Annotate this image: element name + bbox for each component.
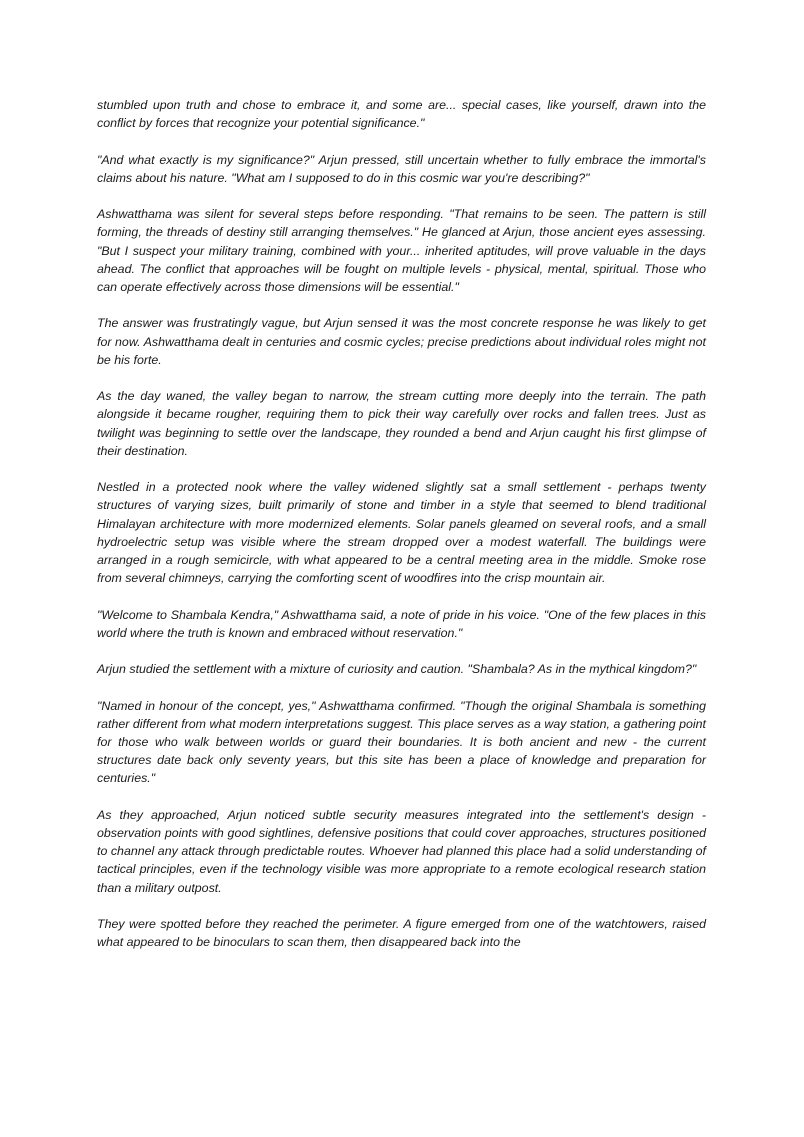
paragraph-7: "Welcome to Shambala Kendra," Ashwatthama said, a note of pride in his voice. "One of the few places in this world where the truth is known and embraced without reservation." <box>97 607 706 640</box>
paragraph-5: As the day waned, the valley began to narrow, the stream cutting more deeply into the terrain. The path alongside it became rougher, requiring them to pick their way carefully over rocks and fallen trees. Just as twilight was beginning to settle over the landscape, they rounded a bend and Arjun caught his first glimpse of their destination. <box>97 389 706 458</box>
paragraph-1: stumbled upon truth and chose to embrace it, and some are... special cases, like yourself, drawn into the conflict by forces that recognize your potential significance." <box>97 98 706 131</box>
paragraph-6: Nestled in a protected nook where the valley widened slightly sat a small settlement - perhaps twenty structures of varying sizes, built primarily of stone and timber in a style that seemed to blend traditional Himalayan architecture with more modernized elements. Solar panels gleamed on several roofs, and a small hydroelectric setup was visible where the stream dropped over a modest waterfall. The buildings were arranged in a rough semicircle, with what appeared to be a central meeting area in the middle. Smoke rose from several chimneys, carrying the comforting scent of woodfires into the crisp mountain air. <box>97 480 706 586</box>
paragraph-8: Arjun studied the settlement with a mixture of curiosity and caution. "Shambala? As in the mythical kingdom?" <box>97 662 697 677</box>
paragraph-4: The answer was frustratingly vague, but Arjun sensed it was the most concrete response he was likely to get for now. Ashwatthama dealt in centuries and cosmic cycles; precise predictions about individual roles might not be his forte. <box>97 316 706 367</box>
paragraph-11: They were spotted before they reached the perimeter. A figure emerged from one of the watchtowers, raised what appeared to be binoculars to scan them, then disappeared back into the <box>97 916 706 950</box>
paragraph-9: "Named in honour of the concept, yes," Ashwatthama confirmed. "Though the original Shambala is something rather different from what modern interpretations suggest. This place serves as a way station, a gathering point for those who walk between worlds or guard their boundaries. It is both ancient and new - the current structures date back only seventy years, but this site has been a place of knowledge and preparation for centuries." <box>97 698 706 786</box>
page-body <box>97 96 706 951</box>
paragraph-3: Ashwatthama was silent for several steps before responding. "That remains to be seen. The pattern is still forming, the threads of destiny still arranging themselves." He glanced at Arjun, those ancient eyes assessing. "But I suspect your military training, combined with your... inherited aptitudes, will prove valuable in the days ahead. The conflict that approaches will be fought on multiple levels - physical, mental, spiritual. Those who can operate effectively across those dimensions will be essential." <box>97 207 706 294</box>
paragraph-10: As they approached, Arjun noticed subtle security measures integrated into the settlement's design - observation points with good sightlines, defensive positions that could cover approaches, structures positioned to channel any attack through predictable routes. Whoever had planned this place had a solid understanding of tactical principles, even if the technology visible was more appropriate to a remote ecological research station than a military outpost. <box>97 807 706 895</box>
paragraph-2: "And what exactly is my significance?" Arjun pressed, still uncertain whether to fully embrace the immortal's claims about his nature. "What am I supposed to do in this cosmic war you're describing?" <box>97 152 706 185</box>
